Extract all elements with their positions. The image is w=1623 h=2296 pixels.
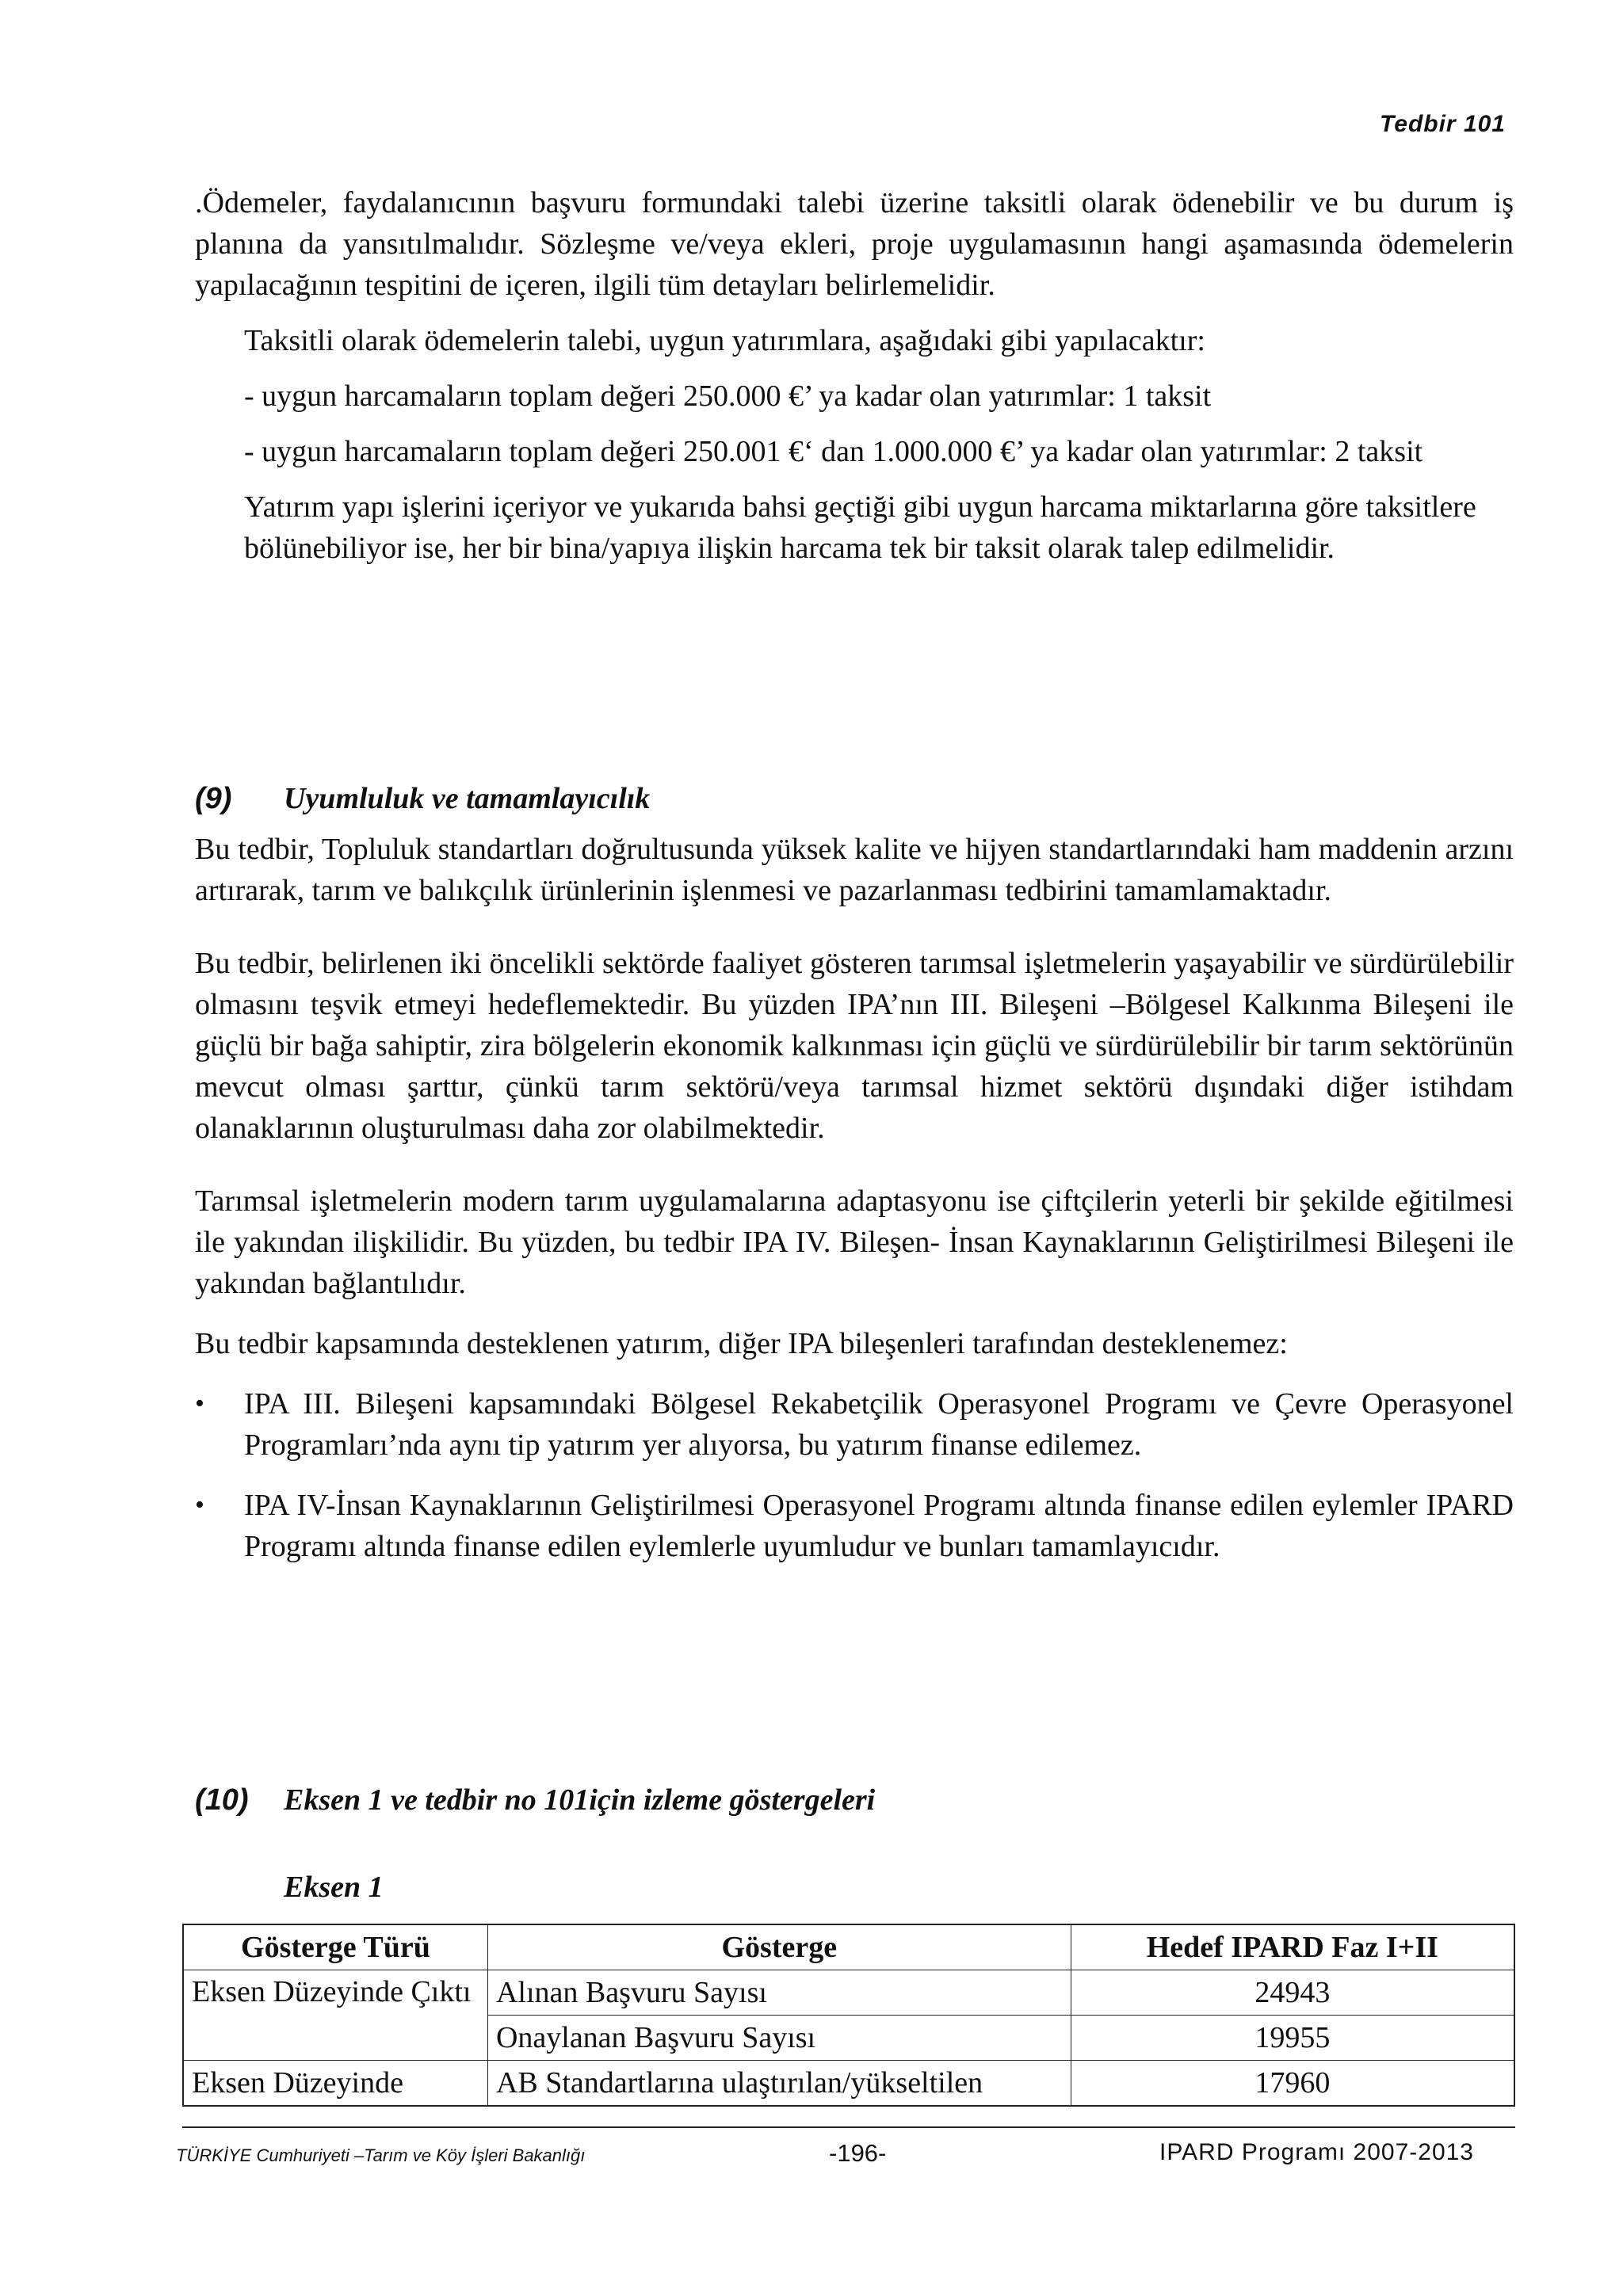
section-9-paragraph-4: Bu tedbir kapsamında desteklenen yatırım, diğer IPA bileşenleri tarafından desteklenemez: (195, 1327, 1288, 1360)
section-9-body (195, 829, 1514, 1567)
installment-rule-2: - uygun harcamaların toplam değeri 250.001 €‘ dan 1.000.000 €’ ya kadar olan yatırımlar: 2 taksit (244, 435, 1423, 468)
footer-program: IPARD Programı 2007-2013 (1159, 2139, 1474, 2165)
page-number: -196- (829, 2139, 887, 2167)
section-10-number: (10) (195, 1783, 249, 1817)
intro-paragraph-2: Taksitli olarak ödemelerin talebi, uygun yatırımlara, aşağıdaki gibi yapılacaktır: (244, 324, 1205, 357)
bullet-glyph: • (195, 1490, 204, 1520)
axis-subheading: Eksen 1 (284, 1871, 384, 1904)
indicator-cell: Onaylanan Başvuru Sayısı (487, 2016, 1071, 2061)
section-10-title: Eksen 1 ve tedbir no 101için izleme göstergeleri (284, 1783, 876, 1817)
intro-block (195, 182, 1514, 569)
table-row (183, 2061, 1514, 2107)
section-9-heading (195, 781, 650, 816)
target-cell: 17960 (1071, 2061, 1514, 2107)
section-9-number: (9) (195, 782, 232, 815)
section-9-bullet-list (195, 1383, 1514, 1567)
intro-paragraph-5: Yatırım yapı işlerini içeriyor ve yukarıda bahsi geçtiği gibi uygun harcama miktarlarına göre taksitlere bölünebiliyor ise, her bir bina/yapıya ilişkin harcama tek bir taksit olarak talep edilmelidir. (244, 490, 1476, 565)
column-header-target: Hedef IPARD Faz I+II (1071, 1924, 1514, 1970)
indicator-type-cell: Eksen Düzeyinde Çıktı (183, 1970, 487, 2061)
section-10-heading (195, 1783, 875, 1817)
indicator-type-cell: Eksen Düzeyinde (183, 2061, 487, 2107)
installment-rule-1: - uygun harcamaların toplam değeri 250.000 €’ ya kadar olan yatırımlar: 1 taksit (244, 379, 1212, 413)
indicator-cell: Alınan Başvuru Sayısı (487, 1970, 1071, 2016)
footer-divider (182, 2126, 1515, 2128)
section-9-title: Uyumluluk ve tamamlayıcılık (284, 782, 651, 815)
list-item: • IPA III. Bileşeni kapsamındaki Bölgesel Rekabetçilik Operasyonel Programı ve Çevre Operasyonel Programları’nda aynı tip yatırım yer alıyorsa, bu yatırım finanse edilemez. (195, 1383, 1514, 1466)
target-cell: 24943 (1071, 1970, 1514, 2016)
table-row (183, 1970, 1514, 2016)
section-9-paragraph-3: Tarımsal işletmelerin modern tarım uygulamalarına adaptasyonu ise çiftçilerin yeterli bir şekilde eğitilmesi ile yakından ilişkilidir. Bu yüzden, bu tedbir IPA IV. Bileşen- İnsan Kaynaklarının Geliştirilmesi Bileşeni ile yakından bağlantılıdır. (195, 1184, 1514, 1300)
intro-paragraph-1: .Ödemeler, faydalanıcının başvuru formundaki talebi üzerine taksitli olarak ödenebilir ve bu durum iş planına da yansıtılmalıdır. Sözleşme ve/veya ekleri, proje uygulamasının hangi aşamasında ödemelerin yapılacağının tespitini de içeren, ilgili tüm detayları belirlemelidir. (195, 186, 1514, 302)
bullet-glyph: • (195, 1389, 204, 1418)
footer-ministry: TÜRKİYE Cumhuriyeti –Tarım ve Köy İşleri Bakanlığı (176, 2145, 586, 2165)
running-header: Tedbir 101 (1380, 111, 1506, 137)
indicator-table (182, 1924, 1515, 2107)
target-cell: 19955 (1071, 2016, 1514, 2061)
table-header-row (183, 1924, 1514, 1970)
list-item: • IPA IV-İnsan Kaynaklarının Geliştirilmesi Operasyonel Programı altında finanse edilen eylemler IPARD Programı altında finanse edilen eylemlerle uyumludur ve bunları tamamlayıcıdır. (195, 1485, 1514, 1567)
column-header-type: Gösterge Türü (183, 1924, 487, 1970)
section-9-paragraph-1: Bu tedbir, Topluluk standartları doğrultusunda yüksek kalite ve hijyen standartlarındaki ham maddenin arzını artırarak, tarım ve balıkçılık ürünlerinin işlenmesi ve pazarlanması tedbirini tamamlamaktadır. (195, 833, 1514, 907)
column-header-indicator: Gösterge (487, 1924, 1071, 1970)
indicator-cell: AB Standartlarına ulaştırılan/yükseltilen (487, 2061, 1071, 2107)
section-9-paragraph-2: Bu tedbir, belirlenen iki öncelikli sektörde faaliyet gösteren tarımsal işletmelerin yaşayabilir ve sürdürülebilir olmasını teşvik etmeyi hedeflemektedir. Bu yüzden IPA’nın III. Bileşeni –Bölgesel Kalkınma Bileşeni ile güçlü bir bağa sahiptir, zira bölgelerin ekonomik kalkınması için güçlü ve sürdürülebilir bir tarım sektörünün mevcut olması şarttır, çünkü tarım sektörü/veya tarımsal hizmet sektörü dışındaki diğer istihdam olanaklarının oluşturulması daha zor olabilmektedir. (195, 947, 1514, 1145)
